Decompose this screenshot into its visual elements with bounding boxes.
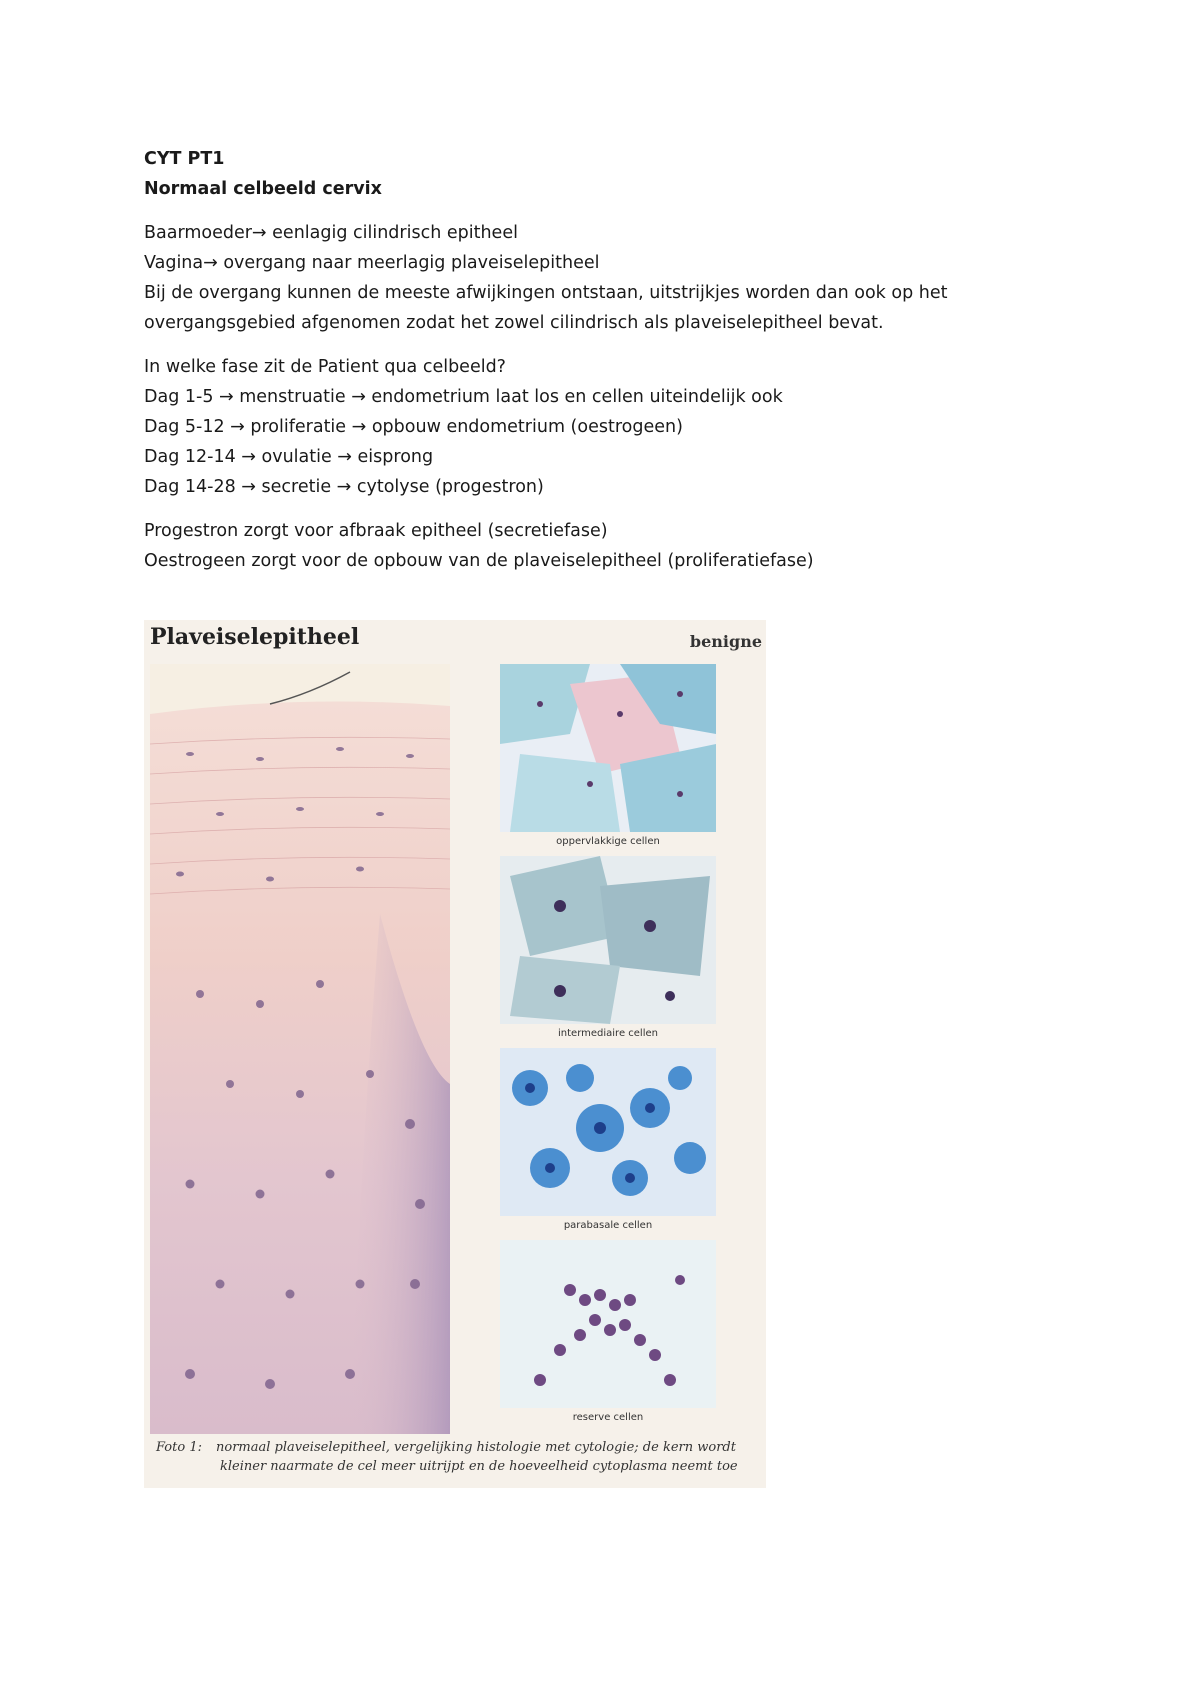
panel-label: reserve cellen — [572, 1412, 644, 1423]
histology-image — [150, 664, 450, 1434]
parabasal-cells-image — [500, 1048, 716, 1216]
panel-label: intermediaire cellen — [558, 1028, 658, 1039]
intermediate-cells-image — [500, 856, 716, 1024]
intro-line: Baarmoeder→ eenlagig cilindrisch epitheel — [144, 223, 518, 243]
superficial-cells-image — [500, 664, 716, 832]
phase-line: Dag 12-14 → ovulatie → eisprong — [144, 447, 434, 467]
histology-figure — [144, 620, 766, 1488]
question: In welke fase zit de Patient qua celbeeld? — [144, 357, 506, 377]
intro-line: Bij de overgang kunnen de meeste afwijkingen ontstaan, uitstrijkjes worden dan ook op het — [144, 283, 948, 303]
panel-label: oppervlakkige cellen — [556, 836, 660, 847]
subheading: Normaal celbeeld cervix — [144, 179, 382, 199]
intro-line: Vagina→ overgang naar meerlagig plaveiselepitheel — [144, 253, 600, 273]
phase-line: Dag 5-12 → proliferatie → opbouw endometrium (oestrogeen) — [144, 417, 683, 437]
reserve-cells-image — [500, 1240, 716, 1408]
figure-tag: benigne — [689, 632, 762, 651]
panel-label: parabasale cellen — [563, 1220, 653, 1231]
phase-line: Dag 14-28 → secretie → cytolyse (progestron) — [144, 477, 544, 497]
caption-line: normaal plaveiselepitheel, vergelijking histologie met cytologie; de kern wordt — [216, 1440, 736, 1455]
intro-line: overgangsgebied afgenomen zodat het zowel cilindrisch als plaveiselepitheel bevat. — [144, 313, 884, 333]
figure-title: Plaveiselepitheel — [150, 624, 360, 650]
heading: CYT PT1 — [144, 149, 225, 169]
caption-lead: Foto 1: — [156, 1440, 202, 1455]
hormone-line: Progestron zorgt voor afbraak epitheel (secretiefase) — [144, 521, 608, 541]
phase-line: Dag 1-5 → menstruatie → endometrium laat los en cellen uiteindelijk ook — [144, 387, 783, 407]
hormone-line: Oestrogeen zorgt voor de opbouw van de plaveiselepitheel (proliferatiefase) — [144, 551, 814, 571]
figure-caption — [156, 1438, 756, 1476]
notes-text — [144, 144, 1044, 576]
caption-line: kleiner naarmate de cel meer uitrijpt en de hoeveelheid cytoplasma neemt toe — [220, 1459, 738, 1474]
